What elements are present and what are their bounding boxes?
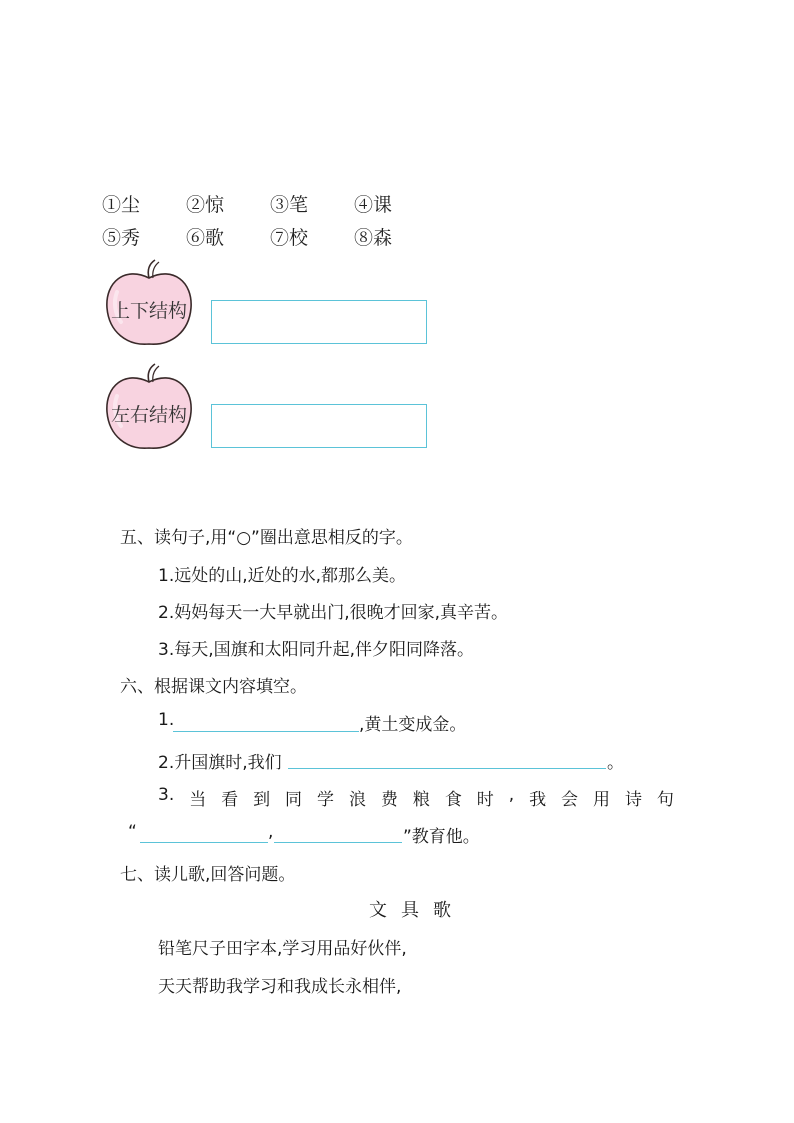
char-item: ⑤秀 xyxy=(102,227,141,249)
char-item: ④课 xyxy=(354,194,393,216)
poem-title: 文具歌 xyxy=(369,900,465,921)
section6-item3-close: ”教育他。 xyxy=(403,827,480,847)
section5-item-2: 2.妈妈每天一大早就出门,很晚才回家,真辛苦。 xyxy=(158,603,509,623)
section5-item-1: 1.远处的山,近处的水,都那么美。 xyxy=(158,566,407,586)
section6-heading: 六、根据课文内容填空。 xyxy=(120,677,307,697)
apple-label: 上下结构 xyxy=(110,300,187,322)
section6-item1-prefix: 1. xyxy=(158,710,175,730)
poem-line-2: 天天帮助我学习和我成长永相伴, xyxy=(158,977,402,997)
char-item: ⑥歌 xyxy=(186,227,225,249)
section5-item-3: 3.每天,国旗和太阳同升起,伴夕阳同降落。 xyxy=(158,640,475,660)
section6-item2-prefix: 2.升国旗时,我们 xyxy=(158,753,282,773)
answer-box-top-bottom[interactable] xyxy=(211,300,427,344)
fill-blank-1[interactable] xyxy=(173,731,359,732)
fill-blank-2[interactable] xyxy=(288,768,606,769)
char-item: ⑦校 xyxy=(270,227,309,249)
apple-label: 左右结构 xyxy=(110,404,187,426)
poem-line-1: 铅笔尺子田字本,学习用品好伙伴, xyxy=(158,939,407,959)
section6-item1-suffix: ,黄土变成金。 xyxy=(359,715,467,735)
char-item: ②惊 xyxy=(186,194,225,216)
char-item: ①尘 xyxy=(102,194,141,216)
section5-heading: 五、读句子,用“○”圈出意思相反的字。 xyxy=(120,528,413,548)
section6-item3-comma: , xyxy=(268,822,274,842)
fill-blank-3a[interactable] xyxy=(140,842,268,843)
section7-heading: 七、读儿歌,回答问题。 xyxy=(120,865,296,885)
section6-item3-open-quote: “ xyxy=(128,822,137,842)
section6-item3-line1: 3. 当 看 到 同 学 浪 费 粮 食 时 , 我 会 用 诗 句 xyxy=(158,785,674,810)
fill-blank-3b[interactable] xyxy=(274,842,402,843)
char-item: ⑧森 xyxy=(354,227,393,249)
apple-left-right xyxy=(103,362,195,454)
apple-top-bottom xyxy=(103,258,195,350)
char-item: ③笔 xyxy=(270,194,309,216)
answer-box-left-right[interactable] xyxy=(211,404,427,448)
section6-item2-suffix: 。 xyxy=(607,753,624,773)
